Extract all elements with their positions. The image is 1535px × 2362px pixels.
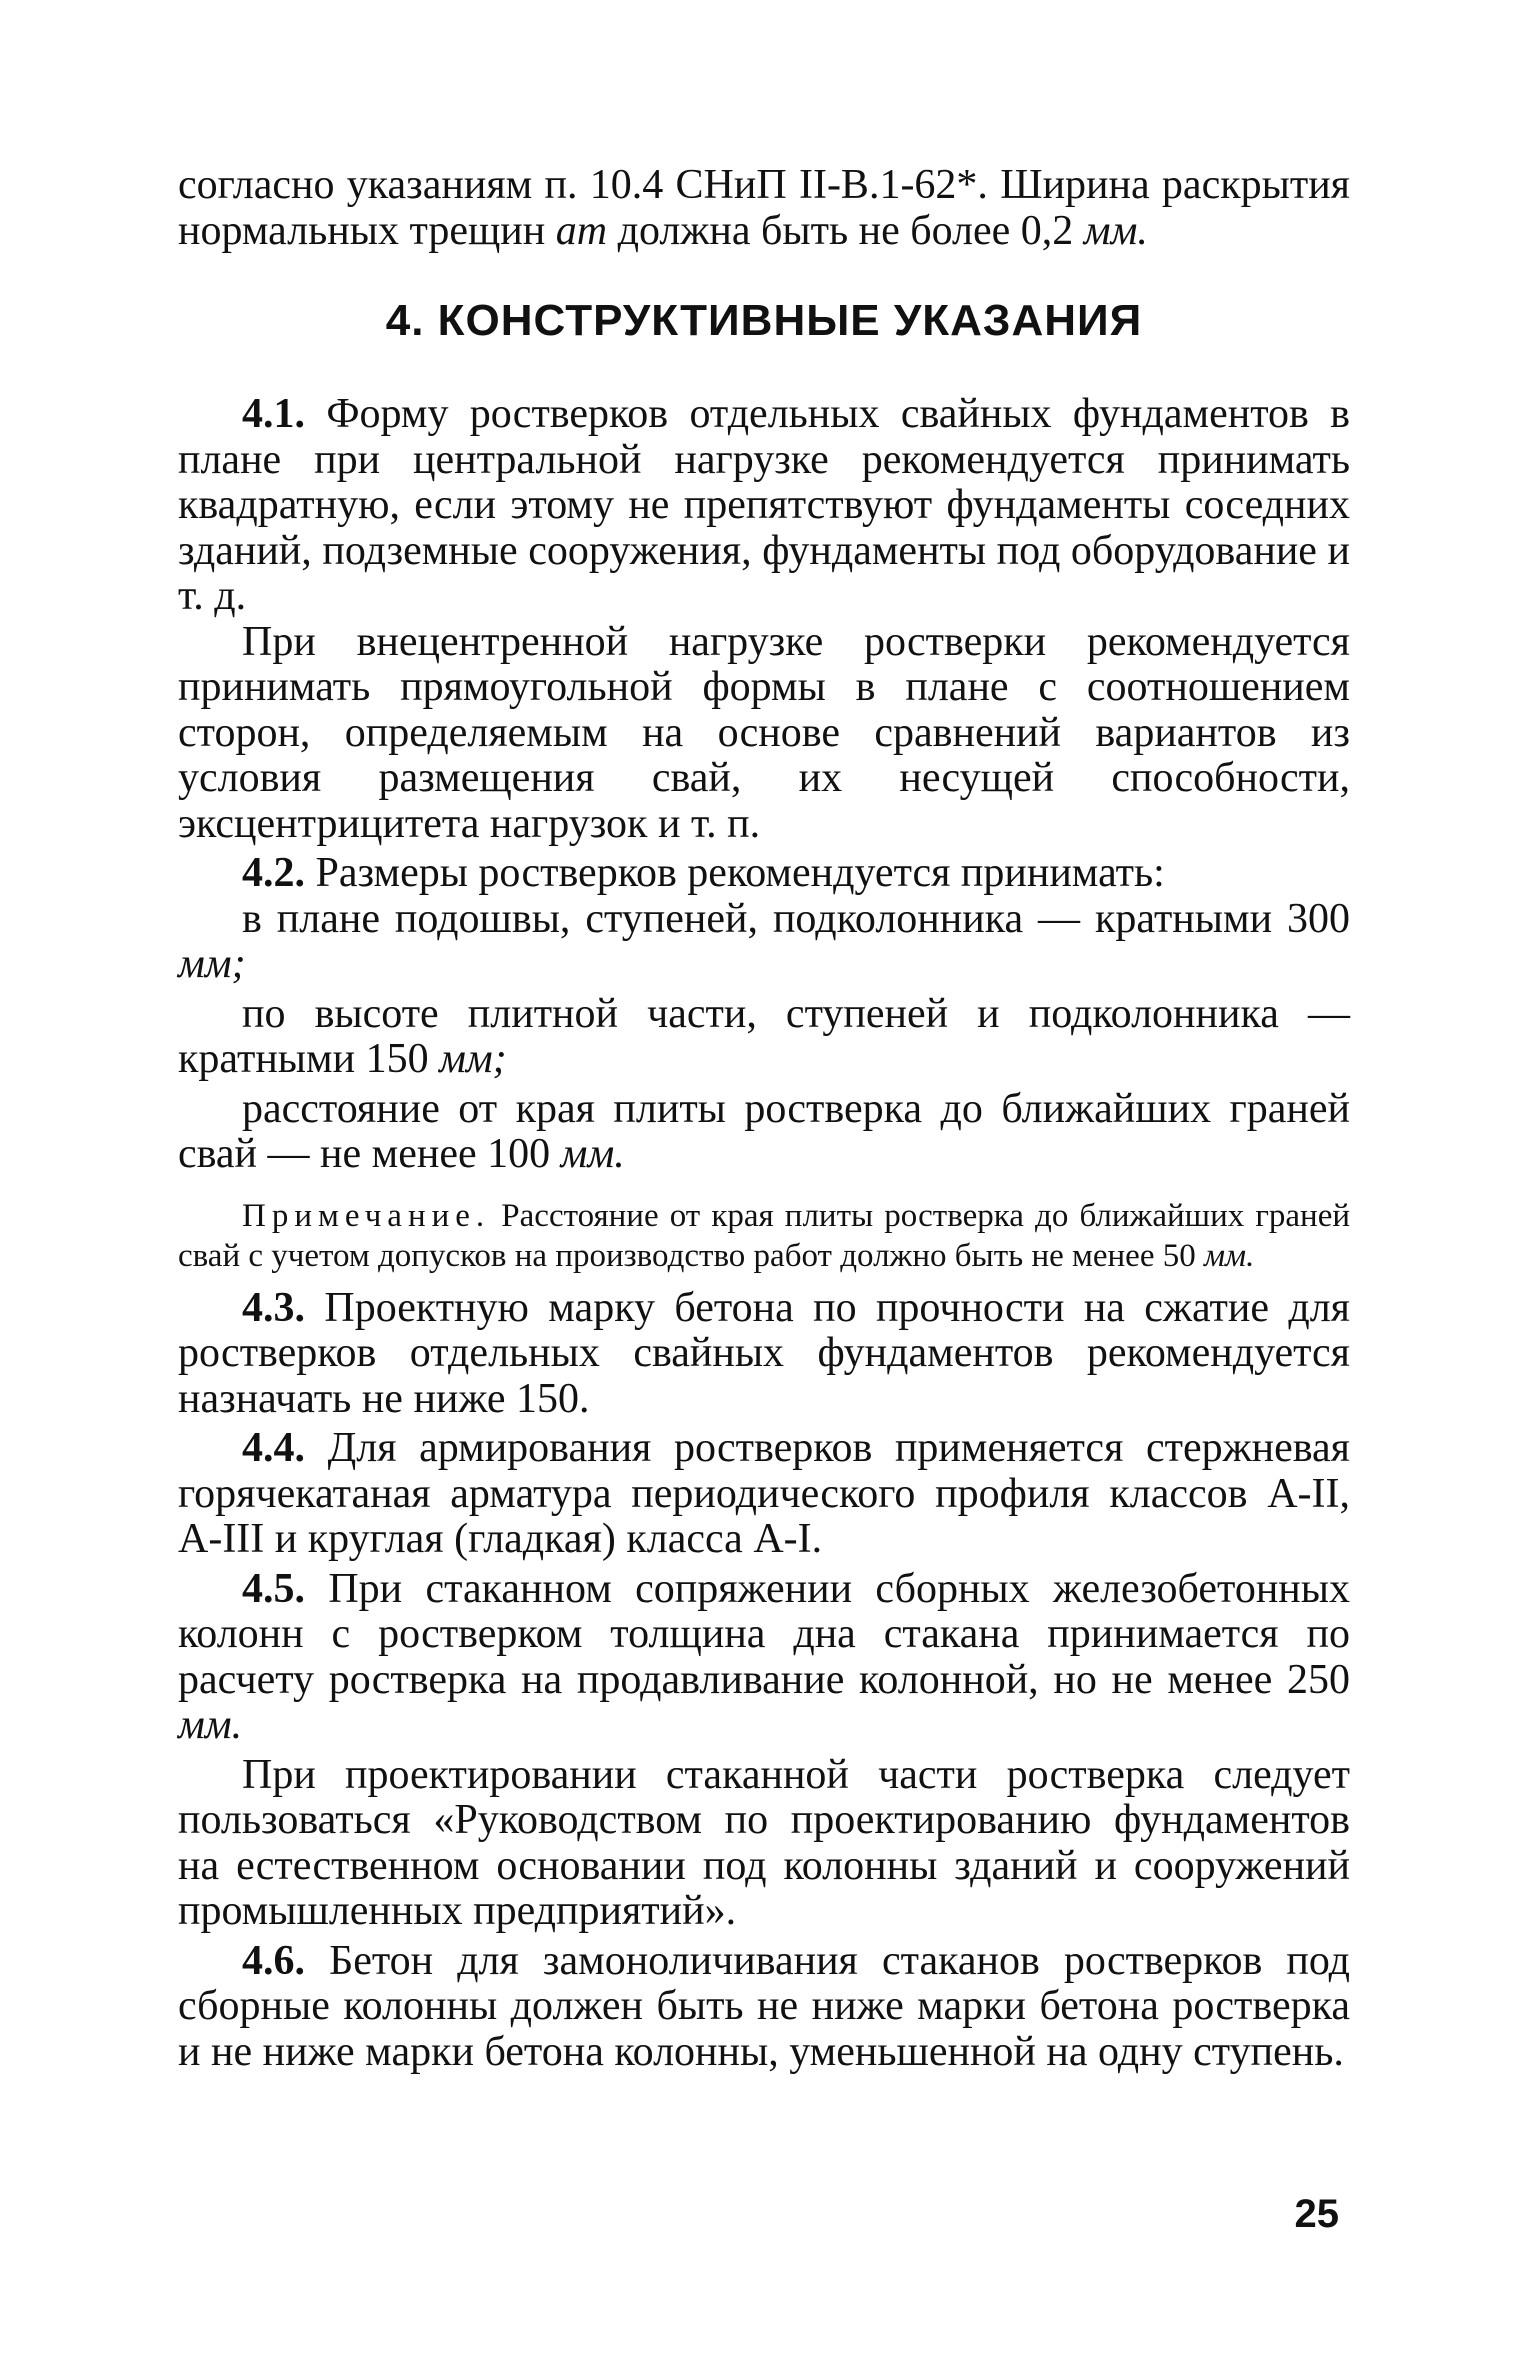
clause-number: 4.3. <box>242 1284 305 1331</box>
paragraph-4-4 <box>178 1426 1350 1563</box>
list-item-text: в плане подошвы, ступеней, подколонника — кратными 300 <box>242 895 1350 942</box>
clause-text: Форму ростверков отдельных свайных фундаментов в плане при центральной нагрузке рекомендуется принимать квадратную, если этому не препятствуют фундаменты соседних зданий, подземные сооружения, фундаменты под оборудование и т. д. <box>178 391 1350 619</box>
clause-text: Бетон для замоноличивания стаканов ростверков под сборные колонны должен быть не ниже марки бетона ростверка и не ниже марки бетона колонны, уменьшенной на одну ступень. <box>178 1937 1350 2075</box>
intro-text-cont: должна быть не более 0,2 <box>607 207 1084 254</box>
clause-number: 4.1. <box>242 391 305 437</box>
unit-mm: мм; <box>178 941 246 987</box>
clause-text: При стаканном сопряжении сборных железобетонных колонн с ростверком толщина дна стакана принимается по расчету ростверка на продавливание колонной, но не менее 250 <box>178 1565 1350 1703</box>
list-item <box>178 1087 1350 1178</box>
clause-text: Размеры ростверков рекомендуется принимать: <box>305 850 1165 896</box>
paragraph-4-5 <box>178 1567 1350 1749</box>
paragraph-4-3 <box>178 1286 1350 1423</box>
clause-text: При проектировании стаканной части ростверка следует пользоваться «Руководством по проектированию фундаментов на естественном основании под колонны зданий и сооружений промышленных предприятий». <box>178 1751 1350 1934</box>
note-text: Расстояние от края плиты ростверка до ближайших граней свай с учетом допусков на производство работ должно быть не менее 50 <box>178 1197 1350 1274</box>
paragraph-4-5-b <box>178 1753 1350 1935</box>
unit-mm: мм. <box>1083 207 1148 254</box>
note-label: Примечание. <box>242 1197 491 1234</box>
list-item-text: расстояние от края плиты ростверка до ближайших граней свай — не менее 100 <box>178 1085 1350 1177</box>
clause-number: 4.2. <box>242 850 305 896</box>
clause-number: 4.4. <box>242 1425 305 1471</box>
section-title: 4. КОНСТРУКТИВНЫЕ УКАЗАНИЯ <box>385 296 1143 345</box>
clause-text: При внецентренной нагрузке ростверки рекомендуется принимать прямоугольной формы в плане с соотношением сторон, определяемым на основе сравнений вариантов из условия размещения свай, их несущей способности, эксцентрицитета нагрузок и т. п. <box>178 618 1350 847</box>
clause-text: Проектную марку бетона по прочности на сжатие для ростверков отдельных свайных фундаментов рекомендуется назначать не ниже 150. <box>178 1284 1350 1422</box>
list-item <box>178 897 1350 988</box>
clause-number: 4.5. <box>242 1565 305 1612</box>
clause-text: Для армирования ростверков применяется стержневая горячекатаная арматура периодического профиля классов А-II, А-III и круглая (гладкая) класса А-I. <box>178 1425 1350 1562</box>
note-paragraph <box>178 1196 1350 1276</box>
text-column <box>178 163 1350 2075</box>
page-number: 25 <box>1294 2192 1339 2236</box>
paragraph-4-2 <box>178 851 1350 897</box>
unit-mm: мм. <box>178 1702 243 1748</box>
paragraph-4-1-b <box>178 620 1350 848</box>
list-item <box>178 992 1350 1083</box>
intro-paragraph <box>178 163 1350 254</box>
crack-width-symbol: aт <box>555 207 608 254</box>
paragraph-4-1 <box>178 392 1350 620</box>
paragraph-4-6 <box>178 1939 1350 2076</box>
unit-mm: мм; <box>439 1036 507 1082</box>
clause-number: 4.6. <box>242 1937 305 1984</box>
unit-mm: мм. <box>1203 1237 1255 1274</box>
list-item-text: по высоте плитной части, ступеней и подколонника — кратными 150 <box>178 990 1350 1082</box>
intro-text: согласно указаниям п. 10.4 СНиП II-В.1-62*. Ширина раскрытия нормальных трещин <box>178 162 1350 254</box>
unit-mm: мм. <box>560 1131 625 1177</box>
